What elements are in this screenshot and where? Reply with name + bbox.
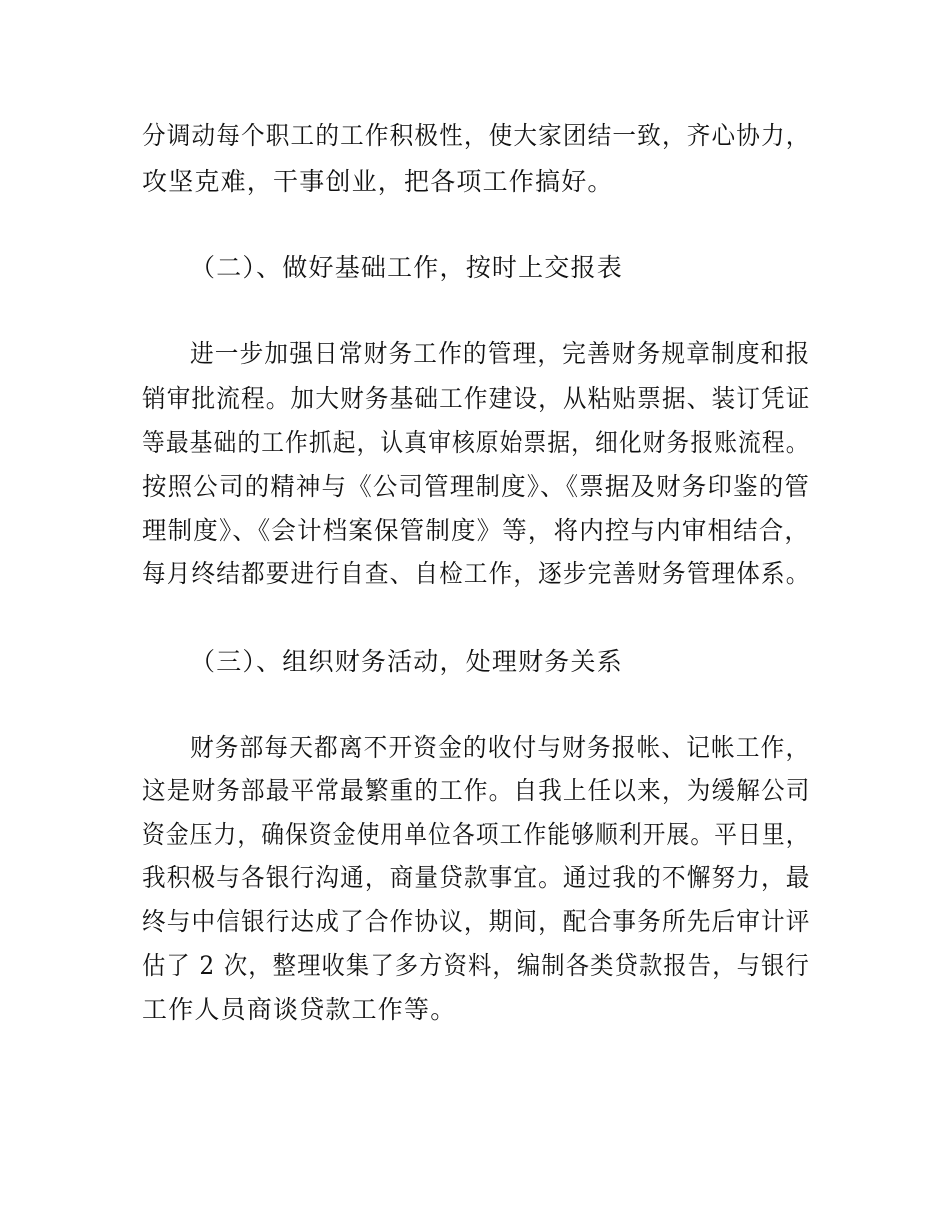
- section-heading: （三）、组织财务活动，处理财务关系: [190, 647, 623, 676]
- paragraph-line: 按照公司的精神与《公司管理制度》、《票据及财务印鉴的管: [142, 472, 811, 501]
- paragraph-line: 每月终结都要进行自查、自检工作，逐步完善财务管理体系。: [142, 559, 811, 588]
- paragraph-line: 分调动每个职工的工作积极性，使大家团结一致，齐心协力，: [142, 121, 811, 150]
- paragraph-line: 理制度》、《会计档案保管制度》等，将内控与内审相结合，: [142, 516, 811, 545]
- paragraph-line: 这是财务部最平常最繁重的工作。自我上任以来，为缓解公司: [142, 776, 811, 805]
- paragraph-line: 终与中信银行达成了合作协议，期间，配合事务所先后审计评: [142, 907, 811, 936]
- paragraph-line: 等最基础的工作抓起，认真审核原始票据，细化财务报账流程。: [142, 428, 810, 457]
- paragraph-line: 估了 2 次，整理收集了多方资料，编制各类贷款报告，与银行: [142, 951, 810, 980]
- paragraph-line: 财务部每天都离不开资金的收付与财务报帐、记帐工作，: [190, 733, 811, 762]
- paragraph-line: 攻坚克难，干事创业，把各项工作搞好。: [142, 167, 614, 196]
- paragraph-line: 我积极与各银行沟通，商量贷款事宜。通过我的不懈努力，最: [142, 863, 811, 892]
- paragraph-line: 进一步加强日常财务工作的管理，完善财务规章制度和报: [190, 339, 811, 368]
- paragraph-line: 销审批流程。加大财务基础工作建设，从粘贴票据、装订凭证: [142, 384, 811, 413]
- section-heading: （二）、做好基础工作，按时上交报表: [190, 253, 623, 282]
- paragraph-line: 资金压力，确保资金使用单位各项工作能够顺利开展。平日里，: [142, 820, 810, 849]
- paragraph-line: 工作人员商谈贷款工作等。: [142, 995, 457, 1024]
